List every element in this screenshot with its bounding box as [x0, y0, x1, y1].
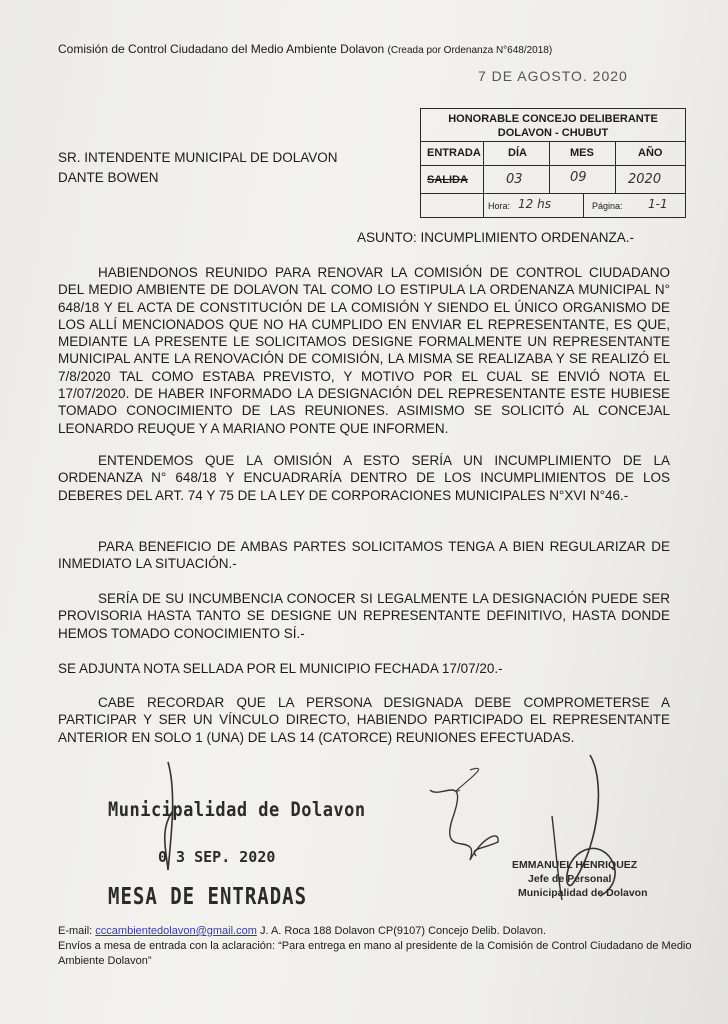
addressee-line2: DANTE BOWEN	[58, 170, 159, 185]
paragraph-5-text: SE ADJUNTA NOTA SELLADA POR EL MUNICIPIO FECHADA 17/07/20.-	[58, 661, 503, 676]
paragraph-4-text: SERÍA DE SU INCUMBENCIA CONOCER SI LEGALMENTE LA DESIGNACIÓN PUEDE SER PROVISORIA HASTA TANTO SE DESIGNE UN REPRESENTANTE DEFINITIVO, HASTA DONDE HEMOS TOMADO CONOCIMIENTO SÍ.-	[58, 591, 670, 641]
stamp-title-line1: HONORABLE CONCEJO DELIBERANTE	[448, 113, 658, 125]
commission-name: Comisión de Control Ciudadano del Medio Ambiente Dolavon	[58, 42, 385, 56]
subject-line: ASUNTO: INCUMPLIMIENTO ORDENANZA.-	[357, 230, 635, 245]
paragraph-1-text: HABIENDONOS REUNIDO PARA RENOVAR LA COMISIÓN DE CONTROL CIUDADANO DEL MEDIO AMBIENTE DE DOLAVON TAL COMO LO ESTIPULA LA ORDENANZA MUNICIPAL N° 648/18 Y EL ACTA DE CONSTITUCIÓN DE LA COMISIÓN Y SIENDO EL ÚNICO ORGANISMO DE LOS ALLÍ MENCIONADOS QUE NO HA CUMPLIDO EN ENVIAR EL REPRESENTANTE, ES QUE, MEDIANTE LA PRESENTE LE SOLICITAMOS DESIGNE FORMALMENTE UN REPRESENTANTE MUNICIPAL ANTE LA RENOVACIÓN DE COMISIÓN, LA MISMA SE REALIZABA Y SE REALIZÓ EL 7/8/2020 TAL COMO ESTABA PREVISTO, Y MOTIVO POR EL CUAL SE ENVIÓ NOTA EL 17/07/2020. DE HABER INFORMADO LA DESIGNACIÓN DEL REPRESENTANTE ESTE HUBIESE TOMADO CONOCIMIENTO DE LAS REUNIONES. ASIMISMO SE SOLICITÓ AL CONCEJAL LEONARDO REUQUE Y A MARIANO PONTE QUE INFORMEN.	[58, 265, 670, 436]
entrada-label: ENTRADA	[427, 147, 481, 159]
footer-contact	[58, 924, 698, 939]
email-link[interactable]: cccambientedolavon@gmail.com	[95, 925, 257, 937]
salida-label: SALIDA	[427, 174, 468, 186]
signer-org: Municipalidad de Dolavon	[518, 887, 648, 899]
email-label: E-mail:	[58, 925, 93, 937]
anio-label: AÑO	[638, 147, 663, 159]
municipal-stamp-name: Municipalidad de Dolavon	[108, 798, 366, 822]
mes-label: MES	[570, 147, 594, 159]
letter-date: 7 DE AGOSTO. 2020	[478, 68, 628, 84]
addressee-line1: SR. INTENDENTE MUNICIPAL DE DOLAVON	[58, 150, 338, 165]
stamp-title-line2: DOLAVON - CHUBUT	[497, 127, 609, 139]
delivery-instructions: Envíos a mesa de entrada con la aclaración: “Para entrega en mano al presidente de la Comisión de Control Ciudadano de Medio Ambiente Dolavon”	[58, 940, 692, 967]
paragraph-2-text: ENTENDEMOS QUE LA OMISIÓN A ESTO SERÍA UN INCUMPLIMIENTO DE LA ORDENANZA N° 648/18 Y ENCUADRARÍA DENTRO DE LOS INCUMPLIMIENTOS DE LOS DEBERES DEL ART. 74 Y 75 DE LA LEY DE CORPORACIONES MUNICIPALES N°XVI N°46.-	[58, 453, 670, 503]
creation-note: (Creada por Ordenanza N°648/2018)	[387, 45, 553, 56]
dia-value: 03	[506, 172, 523, 187]
footer	[58, 924, 698, 969]
signer-role: Jefe de Personal	[528, 873, 612, 885]
paragraph-3-text: PARA BENEFICIO DE AMBAS PARTES SOLICITAMOS TENGA A BIEN REGULARIZAR DE INMEDIATO LA SITUACIÓN.-	[58, 539, 670, 572]
hora-value: 12 hs	[518, 197, 551, 211]
signature-block	[512, 858, 648, 900]
dia-label: DÍA	[508, 147, 527, 159]
anio-value: 2020	[628, 172, 662, 187]
signature-middle	[430, 790, 498, 860]
municipal-stamp-date: 0 3 SEP. 2020	[158, 848, 276, 866]
hora-label: Hora:	[488, 201, 511, 211]
signature-middle-stroke	[456, 768, 479, 791]
municipal-stamp-office: MESA DE ENTRADAS	[108, 883, 308, 911]
mes-value: 09	[570, 170, 587, 185]
signer-name: EMMANUEL HENRIQUEZ	[512, 859, 638, 871]
pagina-value: 1-1	[648, 197, 668, 211]
postal-address: J. A. Roca 188 Dolavon CP(9107) Concejo Delib. Dolavon.	[259, 925, 547, 937]
pagina-label: Página:	[592, 201, 623, 211]
paragraph-6-text: CABE RECORDAR QUE LA PERSONA DESIGNADA DEBE COMPROMETERSE A PARTICIPAR Y SER UN VÍNCULO DIRECTO, HABIENDO PARTICIPADO EL REPRESENTANTE ANTERIOR EN SOLO 1 (UNA) DE LAS 14 (CATORCE) REUNIONES EFECTUADAS.	[58, 695, 670, 745]
